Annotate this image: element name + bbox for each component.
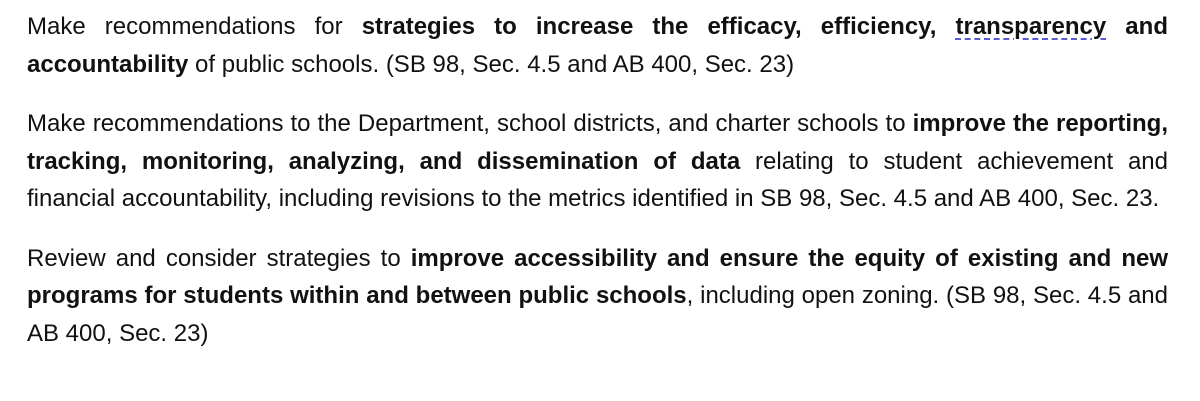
paragraph-1-spellcheck-word[interactable]: transparency bbox=[955, 13, 1107, 40]
paragraph-3-text-end: , including open zoning. (SB 98, Sec. 4.5 and AB 400, Sec. 23) bbox=[27, 282, 1169, 347]
paragraph-1-text-end: of public schools. (SB 98, Sec. 4.5 and AB 400, Sec. 23) bbox=[188, 50, 795, 78]
paragraph-1-text-start: Make recommendations for bbox=[27, 13, 362, 40]
paragraph-3-text-start: Review and consider strategies to bbox=[27, 244, 411, 272]
paragraph-2-bold-data: improve the reporting, tracking, monitoring, analyzing, and dissemination of data bbox=[27, 110, 1168, 175]
paragraph-2 bbox=[27, 105, 1168, 218]
paragraph-3 bbox=[27, 240, 1168, 353]
paragraph-2-text-start: Make recommendations to the Department, school districts, and charter schools to bbox=[27, 110, 913, 137]
paragraph-2-text-end: relating to student achievement and financial accountability, including revisions to the metrics identified in SB 98, Sec. 4.5 and AB 400, Sec. 23. bbox=[27, 147, 1168, 212]
paragraph-1 bbox=[27, 8, 1168, 83]
paragraph-1-bold-accountability: and accountability bbox=[27, 13, 1168, 78]
paragraph-1-bold-strategies: strategies to increase the efficacy, efficiency, bbox=[361, 13, 956, 40]
paragraph-3-bold-equity: improve accessibility and ensure the equity of existing and new programs for students within and between public schools bbox=[27, 244, 1169, 309]
